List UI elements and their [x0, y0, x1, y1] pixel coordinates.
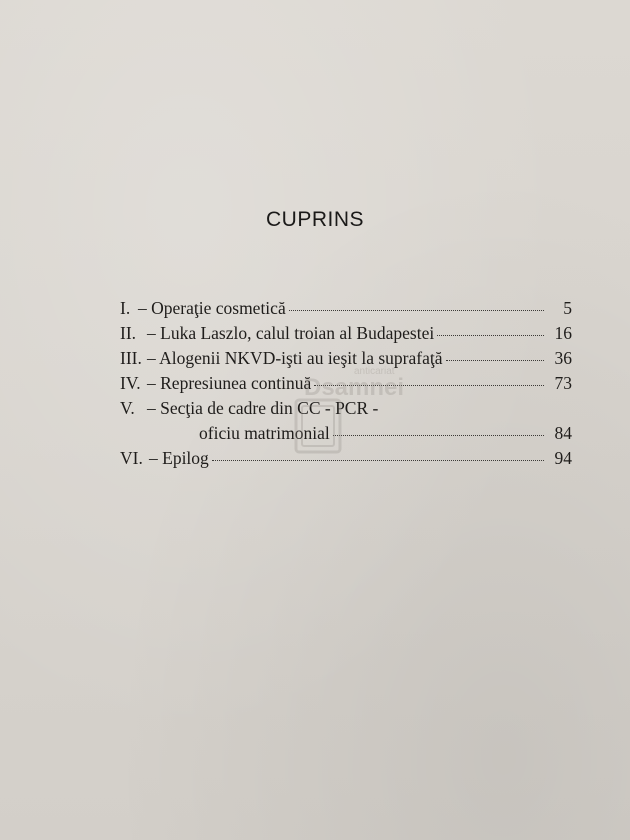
toc-chapter-number: V. — [120, 398, 135, 418]
toc-chapter-title: oficiu matrimonial — [199, 423, 330, 443]
toc-page-number: 36 — [554, 348, 572, 368]
table-of-contents — [120, 296, 572, 471]
dot-leader — [289, 309, 544, 311]
toc-page-number: 94 — [554, 448, 572, 468]
toc-chapter-title: – Secţia de cadre din CC - PCR - — [147, 398, 379, 418]
toc-row — [120, 371, 572, 396]
dot-leader — [314, 384, 544, 386]
toc-page-number: 73 — [554, 373, 572, 393]
toc-chapter-title: – Luka Laszlo, calul troian al Budapestei — [147, 323, 435, 343]
toc-row — [120, 346, 572, 371]
watermark-subtitle: anticariat — [354, 366, 395, 377]
watermark-brand: Dsamnei — [304, 374, 405, 401]
page-title: CUPRINS — [265, 208, 364, 231]
toc-row — [120, 446, 572, 471]
toc-chapter-number: IV. — [120, 373, 141, 393]
toc-chapter-title: – Alogenii NKVD-işti au ieşit la suprafaţă — [147, 348, 443, 368]
toc-chapter-title: – Epilog — [149, 448, 209, 468]
toc-row — [120, 396, 572, 421]
toc-chapter-title: – Operaţie cosmetică — [138, 298, 286, 318]
toc-page-number: 16 — [554, 323, 572, 343]
toc-chapter-number: I. — [120, 298, 131, 318]
toc-row — [120, 421, 572, 446]
toc-chapter-title: – Represiunea continuă — [147, 373, 312, 393]
dot-leader — [446, 359, 545, 361]
dot-leader — [333, 434, 544, 436]
dot-leader — [437, 334, 544, 336]
toc-page-number: 84 — [554, 423, 572, 443]
toc-chapter-number: VI. — [120, 448, 143, 468]
toc-row — [120, 321, 572, 346]
toc-row — [120, 296, 572, 321]
toc-chapter-number: III. — [120, 348, 142, 368]
toc-chapter-number: II. — [120, 323, 137, 343]
dot-leader — [212, 459, 544, 461]
toc-page-number: 5 — [563, 298, 572, 318]
